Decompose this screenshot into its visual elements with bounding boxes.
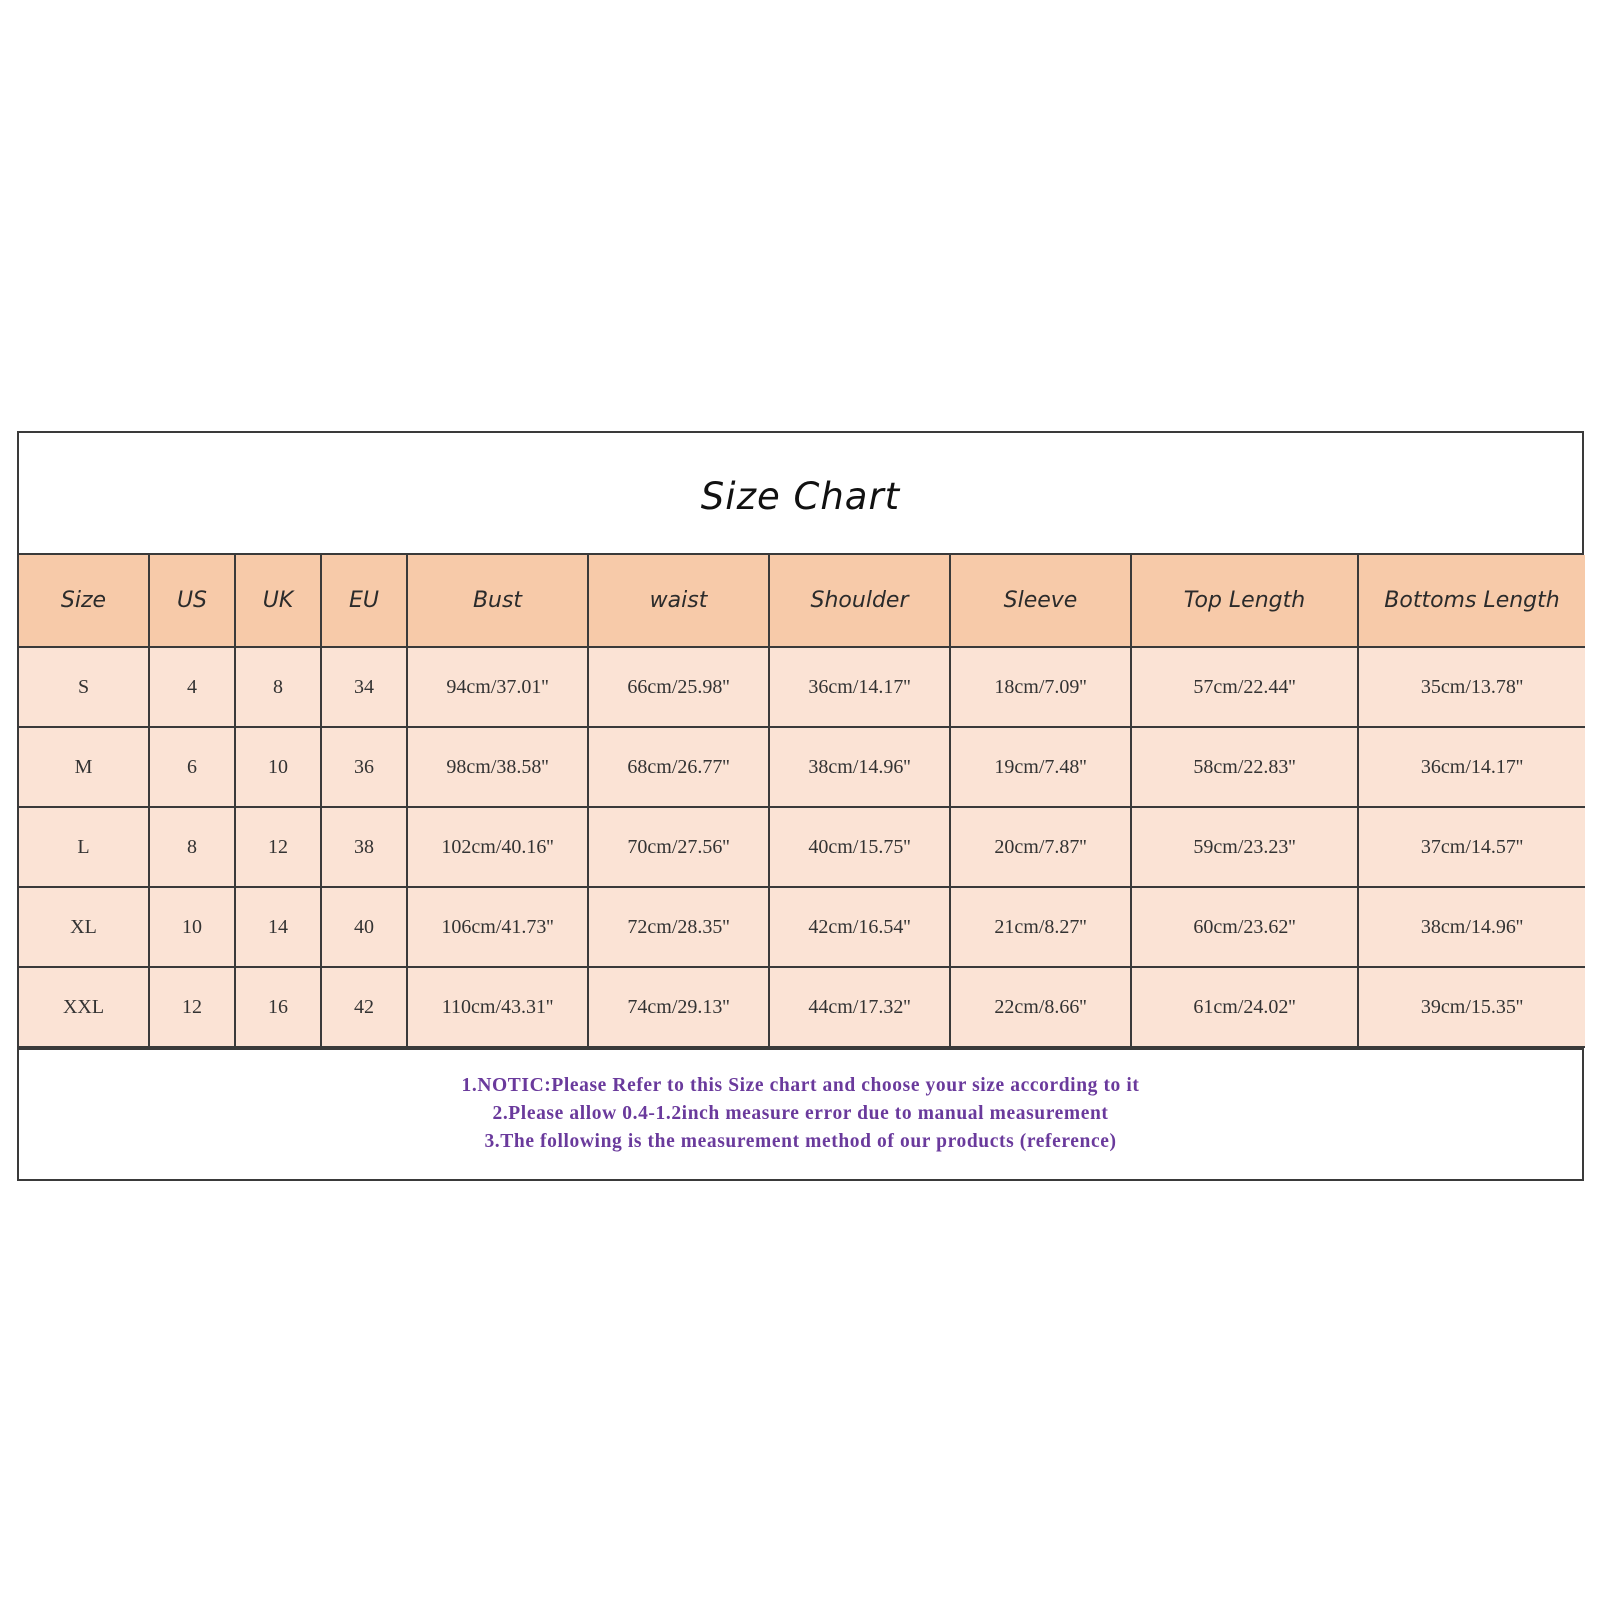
table-cell: 39cm/15.35'' — [1358, 967, 1585, 1047]
table-cell: 61cm/24.02'' — [1131, 967, 1358, 1047]
column-header: Bust — [407, 555, 588, 647]
note-line-1: 1.NOTIC:Please Refer to this Size chart and choose your size according to it — [461, 1075, 1140, 1096]
table-cell: 72cm/28.35'' — [588, 887, 769, 967]
table-cell: 42 — [321, 967, 407, 1047]
table-cell: 20cm/7.87'' — [950, 807, 1131, 887]
column-header: Sleeve — [950, 555, 1131, 647]
table-cell: 4 — [149, 647, 235, 727]
table-cell: 19cm/7.48'' — [950, 727, 1131, 807]
table-cell: 106cm/41.73'' — [407, 887, 588, 967]
table-cell: 35cm/13.78'' — [1358, 647, 1585, 727]
table-cell: 40 — [321, 887, 407, 967]
table-cell: 12 — [235, 807, 321, 887]
table-cell: 8 — [149, 807, 235, 887]
table-cell: XL — [19, 887, 149, 967]
table-cell: 38cm/14.96'' — [769, 727, 950, 807]
table-row — [19, 807, 1585, 887]
table-cell: L — [19, 807, 149, 887]
table-cell: 14 — [235, 887, 321, 967]
table-cell: 66cm/25.98'' — [588, 647, 769, 727]
table-cell: 98cm/38.58'' — [407, 727, 588, 807]
size-chart — [17, 431, 1584, 1181]
table-row — [19, 727, 1585, 807]
table-cell: 70cm/27.56'' — [588, 807, 769, 887]
column-header: US — [149, 555, 235, 647]
chart-title: Size Chart — [700, 474, 901, 518]
table-cell: 74cm/29.13'' — [588, 967, 769, 1047]
column-header: waist — [588, 555, 769, 647]
table-cell: 102cm/40.16'' — [407, 807, 588, 887]
table-cell: 10 — [149, 887, 235, 967]
table-cell: 34 — [321, 647, 407, 727]
table-cell: 60cm/23.62'' — [1131, 887, 1358, 967]
table-cell: 44cm/17.32'' — [769, 967, 950, 1047]
table-cell: 36cm/14.17'' — [769, 647, 950, 727]
table-header-row — [19, 555, 1585, 647]
table-cell: S — [19, 647, 149, 727]
note-line-3: 3.The following is the measurement method of our products (reference) — [484, 1131, 1117, 1152]
notes-area — [19, 1048, 1582, 1178]
table-cell: 16 — [235, 967, 321, 1047]
column-header: Bottoms Length — [1358, 555, 1585, 647]
column-header: Shoulder — [769, 555, 950, 647]
table-cell: 110cm/43.31'' — [407, 967, 588, 1047]
table-row — [19, 967, 1585, 1047]
table-cell: 22cm/8.66'' — [950, 967, 1131, 1047]
column-header: Top Length — [1131, 555, 1358, 647]
table-row — [19, 647, 1585, 727]
column-header: EU — [321, 555, 407, 647]
table-cell: 38 — [321, 807, 407, 887]
table-cell: 8 — [235, 647, 321, 727]
table-cell: 36 — [321, 727, 407, 807]
table-cell: M — [19, 727, 149, 807]
table-cell: 57cm/22.44'' — [1131, 647, 1358, 727]
table-cell: 37cm/14.57'' — [1358, 807, 1585, 887]
table-cell: 59cm/23.23'' — [1131, 807, 1358, 887]
column-header: UK — [235, 555, 321, 647]
table-cell: 10 — [235, 727, 321, 807]
table-cell: XXL — [19, 967, 149, 1047]
table-cell: 12 — [149, 967, 235, 1047]
table-cell: 18cm/7.09'' — [950, 647, 1131, 727]
size-table — [19, 555, 1585, 1048]
table-cell: 36cm/14.17'' — [1358, 727, 1585, 807]
table-row — [19, 887, 1585, 967]
table-cell: 40cm/15.75'' — [769, 807, 950, 887]
title-area — [19, 433, 1582, 555]
table-cell: 58cm/22.83'' — [1131, 727, 1358, 807]
table-body — [19, 647, 1585, 1047]
table-cell: 6 — [149, 727, 235, 807]
table-cell: 94cm/37.01'' — [407, 647, 588, 727]
column-header: Size — [19, 555, 149, 647]
table-cell: 42cm/16.54'' — [769, 887, 950, 967]
table-cell: 38cm/14.96'' — [1358, 887, 1585, 967]
table-cell: 21cm/8.27'' — [950, 887, 1131, 967]
table-cell: 68cm/26.77'' — [588, 727, 769, 807]
note-line-2: 2.Please allow 0.4-1.2inch measure error due to manual measurement — [492, 1103, 1109, 1124]
